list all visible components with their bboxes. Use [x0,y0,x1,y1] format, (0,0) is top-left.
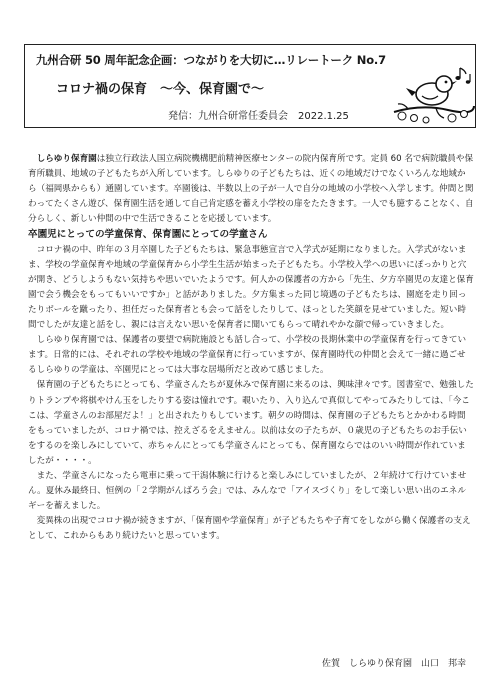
paragraph-4: また、学童さんになったら電車に乗って干潟体験に行けると楽しみにしていましたが、２年続けて行けていません。夏休み最終日、恒例の「２学期がんばろう会」では、みんなで「アイスづくり」をして楽しい思い出のエネルギーを蓄えました。 [28,470,467,512]
paragraph-2: しらゆり保育園では、保護者の要望で病院施設とも話し合って、小学校の長期休業中の学童保育を行ってきています。日常的には、それぞれの学校や地域の学童保育に行っていますが、保育園時代の仲間と会えて一緒に過ごせるしらゆりの学童は、卒園児にとっては大事な居場所だと改めて感じました。 [28,335,467,376]
series-title: 九州合研 50 周年記念企画：つながりを大切に…リレートーク No.7 [36,53,386,67]
main-title: コロナ禍の保育 ～今、保育園で～ [56,82,265,97]
bird-on-branch-icon [392,60,476,126]
intro-paragraph [28,152,474,227]
paragraph-5: 変異株の出現でコロナ禍が続きますが、「保育園や学童保育」が子どもたちや子育てをしながら働く保護者の支えとして、これからもあり続けたいと思っています。 [28,516,471,542]
intro-text: は独立行政法人国立病院機構肥前精神医療センターの院内保育所です。定員 60 名で病院職員や保育所職員、地域の子どもたちが入所しています。しらゆりの子どもたちは、近くの地域だけでなくいろんな地域から（福岡県からも）通園しています。卒園後は、半数以上の子が一人で自分の地域の小学校へ入学します。仲間と関わってたくさん遊び、保育園生活を通して自己肯定感を蓄え小学校の扉をたたきます。一人でも臆することなく、自分らしく、新しい仲間の中で生活できることを応援しています。 [28,154,474,225]
nursery-name: しらゆり保育園 [36,154,97,164]
author-signature: 佐賀 しらゆり保育園 山口 邦幸 [321,659,466,669]
paragraph-1: コロナ禍の中、昨年の３月卒園した子どもたちは、緊急事態宣言で入学式が延期になりました。入学式がないまま、学校の学童保育や地域の学童保育から小学生生活が始まった子どもたち。小学校入学への思いにぽっかりと穴が開き、どうしようもない気持ちや思いでいたようです。何人かの保護者の方から「先生、夕方卒園児の友達と保育園で会う機会をもってもいいですか」と話がありました。夕方集まった同じ境遇の子どもたちは、園庭を走り回ったりボールを蹴ったり、担任だった保育者とも会って話をしたりして、ほっとした笑顔を見せていました。短い時間でしたが友達と話をし、親には言えない思いを保育者に聞いてもらって晴れやかな顔で帰っていきました。 [28,244,474,331]
paragraph-3: 保育園の子どもたちにとっても、学童さんたちが夏休みで保育園に来るのは、興味津々です。図書室で、勉強したりトランプや将棋やけん玉をしたりする姿は憧れです。覗いたり、入り込んで真似してやってみたりしては、「今ここは、学童さんのお部屋だよ！」と出されたりもしています。朝夕の時間は、保育園の子どもたちとかかわる時間をもっていましたが、コロナ禍では、控えざるをえません。以前は女の子たちが、０歳児の子どもたちのお手伝いをするのを楽しみにしていて、赤ちゃんにとっても学童さんにとっても、保育園ならではのいい時間が作れていましたが・・・・。 [28,380,474,466]
article-body [28,152,474,544]
section-heading: 卒園児にとっての学童保育、保育園にとっての学童さん [28,229,268,241]
publisher-line: 発信：九州合研常任委員会 2022.1.25 [168,111,349,122]
